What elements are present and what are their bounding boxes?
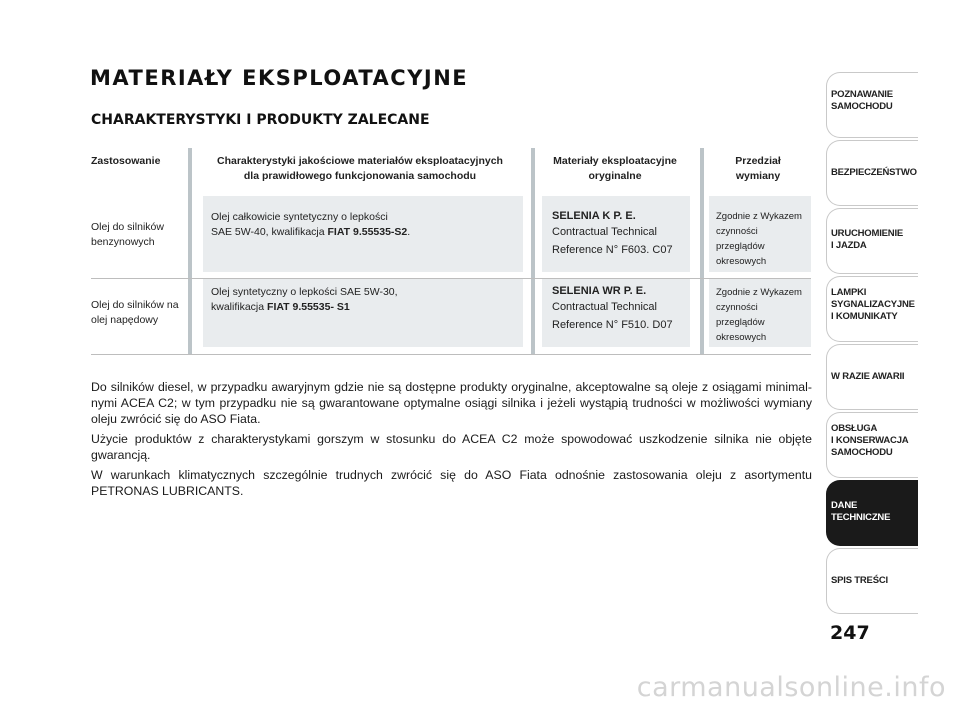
paragraph-climate-note: W warunkach klimatycznych szczególnie trudnych zwrócić się do ASO Fiata odnośnie zastosowania oleju z asortymentu PETRONAS LUBRICANTS. <box>91 468 812 498</box>
row-application-line1: Olej do silników na <box>91 299 179 311</box>
spec-text: kwalifikacja <box>211 301 268 313</box>
header-original-line1: Materiały eksploatacyjne <box>553 155 677 167</box>
sidebar-tab-label: URUCHOMIENIE I JAZDA <box>831 228 904 251</box>
product-reference: Reference N° F603. C07 <box>552 244 673 256</box>
row-application <box>91 298 179 328</box>
product-line2: Contractual Technical <box>552 226 657 238</box>
sidebar-tab-label: OBSŁUGA I KONSERWACJA SAMOCHODU <box>831 423 909 458</box>
sidebar-tab-label: BEZPIECZEŃSTWO <box>831 167 917 178</box>
header-interval-line2: wymiany <box>735 170 781 182</box>
sidebar-tab-label: SPIS TREŚCI <box>831 575 888 586</box>
page-number: 247 <box>830 622 870 644</box>
product-name: SELENIA WR P. E. <box>552 285 647 297</box>
row-interval <box>716 285 802 345</box>
spec-text: SAE 5W-40, kwalifikacja <box>211 226 328 238</box>
table-bottom-rule <box>91 354 811 355</box>
row-application-line2: benzynowych <box>91 236 155 248</box>
column-separator <box>700 148 704 354</box>
row-spec <box>211 285 398 315</box>
spec-tail: . <box>407 226 411 238</box>
header-interval <box>708 154 808 184</box>
row-spec-line2 <box>211 225 410 240</box>
interval-line4: okresowych <box>716 332 767 343</box>
header-characteristics-line2: dla prawidłowego funkcjonowania samochodu <box>243 170 477 182</box>
row-interval <box>716 209 802 269</box>
spec-qualification: FIAT 9.55535-S2 <box>327 226 408 238</box>
row-spec-line1: Olej syntetyczny o lepkości SAE 5W-30, <box>211 286 398 298</box>
interval-line3: przeglądów <box>716 241 765 252</box>
sidebar-tab-label: POZNAWANIE SAMOCHODU <box>831 89 893 112</box>
header-characteristics-line1: Charakterystyki jakościowe materiałów eksploatacyjnych <box>217 155 503 167</box>
column-separator <box>188 148 192 354</box>
interval-line2: czynności <box>716 302 758 313</box>
header-interval-line1: Przedział <box>735 155 781 167</box>
row-application-line1: Olej do silników <box>91 221 164 233</box>
sidebar-tab-label: LAMPKI SYGNALIZACYJNE I KOMUNIKATY <box>831 287 915 322</box>
product-reference: Reference N° F510. D07 <box>552 319 673 331</box>
spec-qualification: FIAT 9.55535- S1 <box>267 301 350 313</box>
column-separator <box>531 148 535 354</box>
row-application-line2: olej napędowy <box>91 314 159 326</box>
row-product <box>552 208 673 258</box>
interval-line3: przeglądów <box>716 317 765 328</box>
watermark: carmanualsonline.info <box>636 672 946 703</box>
header-characteristics <box>200 154 520 184</box>
row-spec-line1: Olej całkowicie syntetyczny o lepkości <box>211 211 388 223</box>
product-name: SELENIA K P. E. <box>552 210 636 222</box>
interval-line1: Zgodnie z Wykazem <box>716 287 802 298</box>
interval-line2: czynności <box>716 226 758 237</box>
row-spec <box>211 210 410 240</box>
sidebar-tab-label: DANE TECHNICZNE <box>831 500 891 523</box>
interval-line1: Zgodnie z Wykazem <box>716 211 802 222</box>
interval-line4: okresowych <box>716 256 767 267</box>
row-application <box>91 220 164 250</box>
paragraph-diesel-note: Do silników diesel, w przypadku awaryjnym gdzie nie są dostępne produkty oryginalne, akceptowalne są oleje z osiągami minimalnymi ACEA C2; w tym przypadku nie są gwarantowane optymalne osiągi silnika i jeżeli wystąpią trudności w możliwości wymiany oleju zwrócić się do ASO Fiata. <box>91 380 812 426</box>
header-application: Zastosowanie <box>91 155 161 167</box>
row-spec-line2 <box>211 300 398 315</box>
product-line2: Contractual Technical <box>552 301 657 313</box>
header-original-line2: oryginalne <box>588 170 642 182</box>
row-product <box>552 283 673 333</box>
paragraph-warranty-note: Użycie produktów z charakterystykami gorszym w stosunku do ACEA C2 może spowodować uszkodzenie silnika nie objęte gwarancją. <box>91 432 812 462</box>
header-original-materials <box>540 154 690 184</box>
section-subtitle: CHARAKTERYSTYKI I PRODUKTY ZALECANE <box>91 112 430 128</box>
sidebar-tab-label: W RAZIE AWARII <box>831 371 905 382</box>
page-title: MATERIAŁY EKSPLOATACYJNE <box>90 66 469 90</box>
